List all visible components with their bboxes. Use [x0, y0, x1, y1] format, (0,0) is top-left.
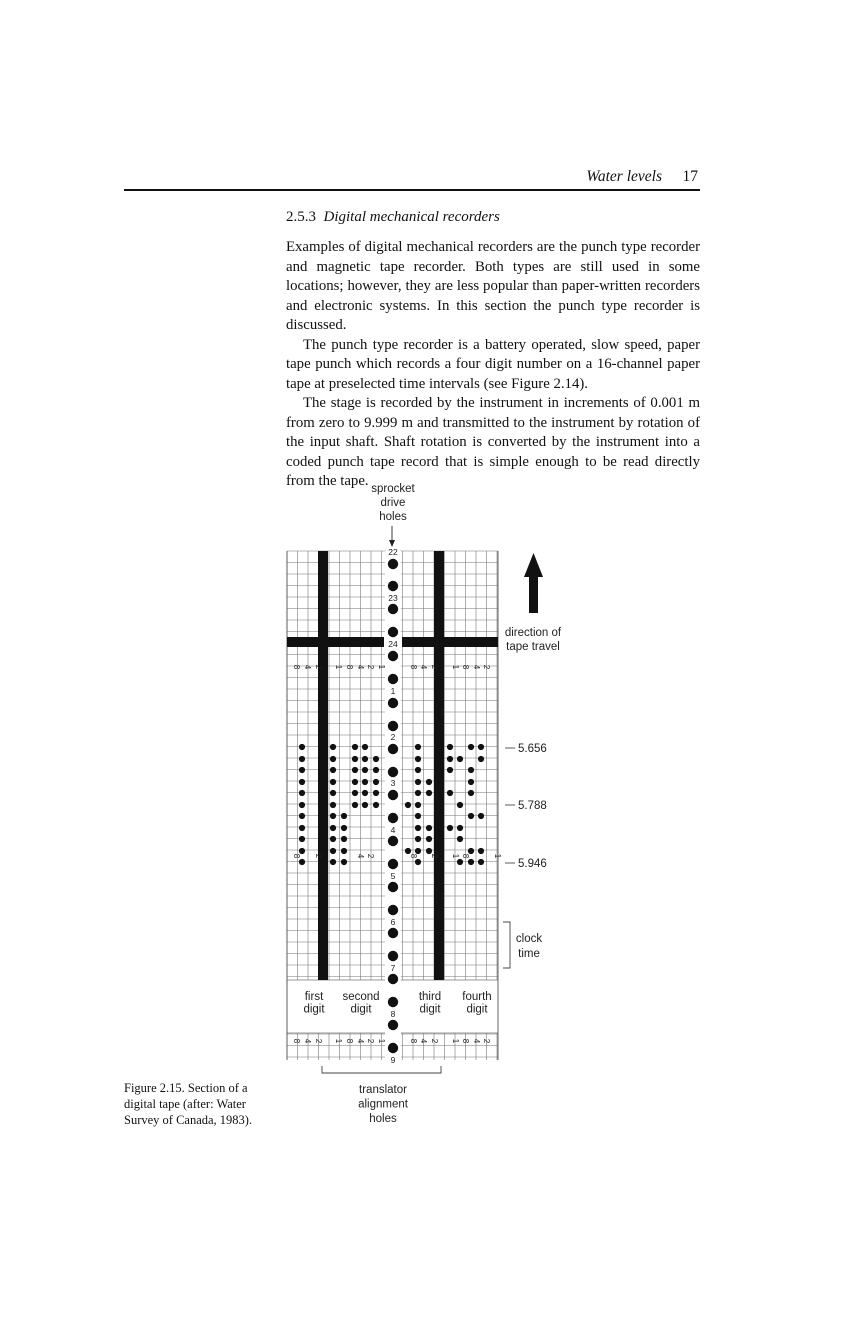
clock-label: time	[518, 948, 540, 960]
sprocket-hole	[388, 1043, 398, 1053]
data-hole	[415, 825, 421, 831]
data-hole	[478, 756, 484, 762]
channel-weight: 8	[292, 1038, 301, 1044]
data-hole	[330, 802, 336, 808]
data-hole	[352, 744, 358, 750]
data-hole	[415, 802, 421, 808]
channel-weight: 2	[314, 1038, 323, 1044]
sprocket-hole	[388, 882, 398, 892]
sprocket-hole	[388, 1020, 398, 1030]
data-hole	[362, 790, 368, 796]
data-hole	[426, 836, 432, 842]
data-hole	[299, 790, 305, 796]
data-hole	[478, 744, 484, 750]
data-hole	[478, 859, 484, 865]
data-hole	[373, 802, 379, 808]
data-hole	[362, 767, 368, 773]
channel-weight: 1	[377, 1038, 386, 1044]
sprocket-hole	[388, 997, 398, 1007]
sprocket-hole	[388, 905, 398, 915]
data-hole	[478, 813, 484, 819]
channel-weight: 1	[451, 853, 460, 859]
data-hole	[468, 767, 474, 773]
data-hole	[373, 790, 379, 796]
sprocket-number: 5	[390, 871, 396, 881]
data-hole	[330, 744, 336, 750]
channel-weight: 2	[314, 664, 323, 670]
channel-weight: 8	[409, 853, 418, 859]
sprocket-number: 3	[390, 778, 396, 788]
sprocket-number: 8	[390, 1009, 396, 1019]
page-number: 17	[682, 168, 698, 185]
data-hole	[447, 767, 453, 773]
data-hole	[447, 744, 453, 750]
channel-weight: 8	[409, 664, 418, 670]
sprocket-number: 9	[390, 1055, 396, 1065]
data-hole	[299, 756, 305, 762]
data-hole	[415, 790, 421, 796]
channel-weight: 4	[303, 664, 312, 670]
sprocket-hole	[388, 721, 398, 731]
digit-label: digit	[350, 1003, 372, 1016]
sprocket-number: 4	[390, 825, 396, 835]
sprocket-number: 2	[390, 732, 396, 742]
data-hole	[299, 802, 305, 808]
data-hole	[330, 848, 336, 854]
channel-weight: 2	[482, 1038, 491, 1044]
data-hole	[299, 825, 305, 831]
data-hole	[415, 767, 421, 773]
data-hole	[457, 836, 463, 842]
channel-weight: 1	[451, 1038, 460, 1044]
channel-weight: 8	[292, 853, 301, 859]
sprocket-number: 1	[390, 686, 396, 696]
section-title: Digital mechanical recorders	[323, 209, 500, 225]
sprocket-hole	[388, 581, 398, 591]
paragraph: Examples of digital mechanical recorders are the punch type recorder and magnetic tape recorder. Both types are still used in some locations; however, they are less popular than paper-written recorders and electronic systems. In this section the punch type recorder is discussed.	[286, 239, 700, 333]
channel-weight: 2	[482, 664, 491, 670]
data-hole	[299, 767, 305, 773]
digit-label: second	[342, 991, 380, 1003]
reading-value: 5.788	[518, 800, 547, 812]
sprocket-hole	[388, 698, 398, 708]
data-hole	[447, 825, 453, 831]
channel-weight: 4	[419, 664, 428, 670]
data-hole	[457, 825, 463, 831]
channel-weight: 2	[366, 853, 375, 859]
channel-weight: 1	[334, 664, 343, 670]
figure-caption: Figure 2.15. Section of a digital tape (after: Water Survey of Canada, 1983).	[124, 1081, 253, 1127]
data-hole	[352, 790, 358, 796]
sprocket-label: drive	[380, 497, 406, 509]
channel-weight: 1	[493, 853, 502, 859]
reading-value: 5.946	[518, 858, 547, 870]
data-hole	[330, 779, 336, 785]
data-hole	[468, 813, 474, 819]
data-hole	[362, 802, 368, 808]
channel-weight: 8	[461, 853, 470, 859]
data-hole	[415, 744, 421, 750]
data-hole	[341, 825, 347, 831]
data-hole	[468, 779, 474, 785]
digit-label: fourth	[462, 991, 492, 1003]
direction-label: direction of	[504, 627, 562, 639]
data-hole	[352, 779, 358, 785]
sprocket-hole	[388, 813, 398, 823]
channel-weight: 2	[314, 853, 323, 859]
data-hole	[352, 767, 358, 773]
digit-label: digit	[466, 1003, 488, 1016]
sprocket-label: sprocket	[371, 483, 415, 495]
data-hole	[468, 790, 474, 796]
channel-weight: 1	[377, 664, 386, 670]
paragraph: The stage is recorded by the instrument in increments of 0.001 m from zero to 9.999 m and transmitted to the instrument by rotation of the input shaft. Shaft rotation is converted by the instrument into a coded punch tape record that is simple enough to be read directly from the tape.	[286, 395, 700, 489]
data-hole	[352, 756, 358, 762]
data-hole	[373, 756, 379, 762]
sprocket-hole	[388, 767, 398, 777]
data-hole	[330, 767, 336, 773]
channel-weight: 2	[366, 664, 375, 670]
data-hole	[299, 813, 305, 819]
sprocket-number: 7	[390, 963, 396, 973]
direction-arrow-head	[524, 553, 543, 577]
channel-weight: 8	[292, 664, 301, 670]
data-hole	[330, 836, 336, 842]
data-hole	[299, 836, 305, 842]
data-hole	[330, 859, 336, 865]
data-hole	[415, 756, 421, 762]
data-hole	[468, 859, 474, 865]
channel-bar-right	[434, 551, 444, 980]
channel-weight: 1	[334, 1038, 343, 1044]
channel-weight: 8	[461, 664, 470, 670]
channel-weight: 1	[451, 664, 460, 670]
sprocket-number: 6	[390, 917, 396, 927]
channel-weight: 4	[303, 1038, 312, 1044]
data-hole	[405, 802, 411, 808]
data-hole	[415, 836, 421, 842]
translator-label: alignment	[358, 1098, 408, 1111]
data-hole	[341, 859, 347, 865]
data-hole	[447, 756, 453, 762]
channel-weight: 2	[366, 1038, 375, 1044]
translator-label: holes	[369, 1113, 397, 1125]
data-hole	[373, 767, 379, 773]
data-hole	[415, 813, 421, 819]
data-hole	[457, 859, 463, 865]
data-hole	[330, 813, 336, 819]
data-hole	[362, 779, 368, 785]
sprocket-hole	[388, 951, 398, 961]
sprocket-hole	[388, 627, 398, 637]
data-hole	[341, 836, 347, 842]
data-hole	[362, 744, 368, 750]
channel-weight: 4	[419, 1038, 428, 1044]
direction-label: tape travel	[506, 641, 560, 653]
sprocket-hole	[388, 744, 398, 754]
data-hole	[426, 825, 432, 831]
channel-weight: 8	[409, 1038, 418, 1044]
sprocket-hole	[388, 790, 398, 800]
sprocket-hole	[388, 559, 398, 569]
sprocket-hole	[388, 604, 398, 614]
clock-bracket	[503, 922, 510, 968]
data-hole	[415, 859, 421, 865]
channel-weight: 2	[430, 853, 439, 859]
channel-weight: 2	[430, 1038, 439, 1044]
channel-weight: 4	[472, 1038, 481, 1044]
data-hole	[299, 859, 305, 865]
digit-label: third	[418, 991, 442, 1003]
digit-label: first	[304, 991, 324, 1003]
data-hole	[457, 802, 463, 808]
direction-arrow-shaft	[529, 575, 538, 613]
channel-weight: 4	[356, 853, 365, 859]
digit-label: digit	[419, 1003, 441, 1016]
translator-bracket	[322, 1066, 441, 1073]
channel-weight: 4	[472, 664, 481, 670]
reading-value: 5.656	[518, 743, 547, 755]
data-hole	[457, 756, 463, 762]
data-hole	[362, 756, 368, 762]
sprocket-hole	[388, 651, 398, 661]
data-hole	[299, 744, 305, 750]
clock-label: clock	[515, 933, 543, 945]
data-hole	[478, 848, 484, 854]
data-hole	[341, 848, 347, 854]
data-hole	[330, 825, 336, 831]
data-hole	[341, 813, 347, 819]
sprocket-number: 22	[388, 547, 398, 557]
channel-weight: 4	[356, 1038, 365, 1044]
channel-weight: 8	[461, 1038, 470, 1044]
channel-bar-left	[318, 551, 328, 980]
paragraph: The punch type recorder is a battery operated, slow speed, paper tape punch which records a four digit number on a 16-channel paper tape at preselected time intervals (see Figure 2.14).	[286, 336, 700, 392]
data-hole	[299, 779, 305, 785]
channel-weight: 4	[356, 664, 365, 670]
section-number: 2.5.3	[286, 209, 316, 225]
digit-label: digit	[303, 1003, 325, 1016]
data-hole	[468, 744, 474, 750]
data-hole	[330, 790, 336, 796]
running-head-title: Water levels	[586, 168, 662, 185]
sprocket-arrowhead	[389, 540, 395, 547]
sprocket-hole	[388, 974, 398, 984]
sprocket-hole	[388, 836, 398, 846]
channel-weight: 2	[430, 664, 439, 670]
sprocket-number: 24	[388, 639, 398, 649]
data-hole	[415, 779, 421, 785]
data-hole	[426, 779, 432, 785]
data-hole	[447, 790, 453, 796]
data-hole	[373, 779, 379, 785]
data-hole	[426, 790, 432, 796]
translator-label: translator	[359, 1084, 407, 1096]
data-hole	[330, 756, 336, 762]
sprocket-hole	[388, 859, 398, 869]
channel-weight: 8	[345, 1038, 354, 1044]
data-hole	[352, 802, 358, 808]
sprocket-number: 23	[388, 593, 398, 603]
sprocket-hole	[388, 674, 398, 684]
channel-weight: 8	[345, 664, 354, 670]
sprocket-hole	[388, 928, 398, 938]
sprocket-label: holes	[379, 511, 407, 523]
